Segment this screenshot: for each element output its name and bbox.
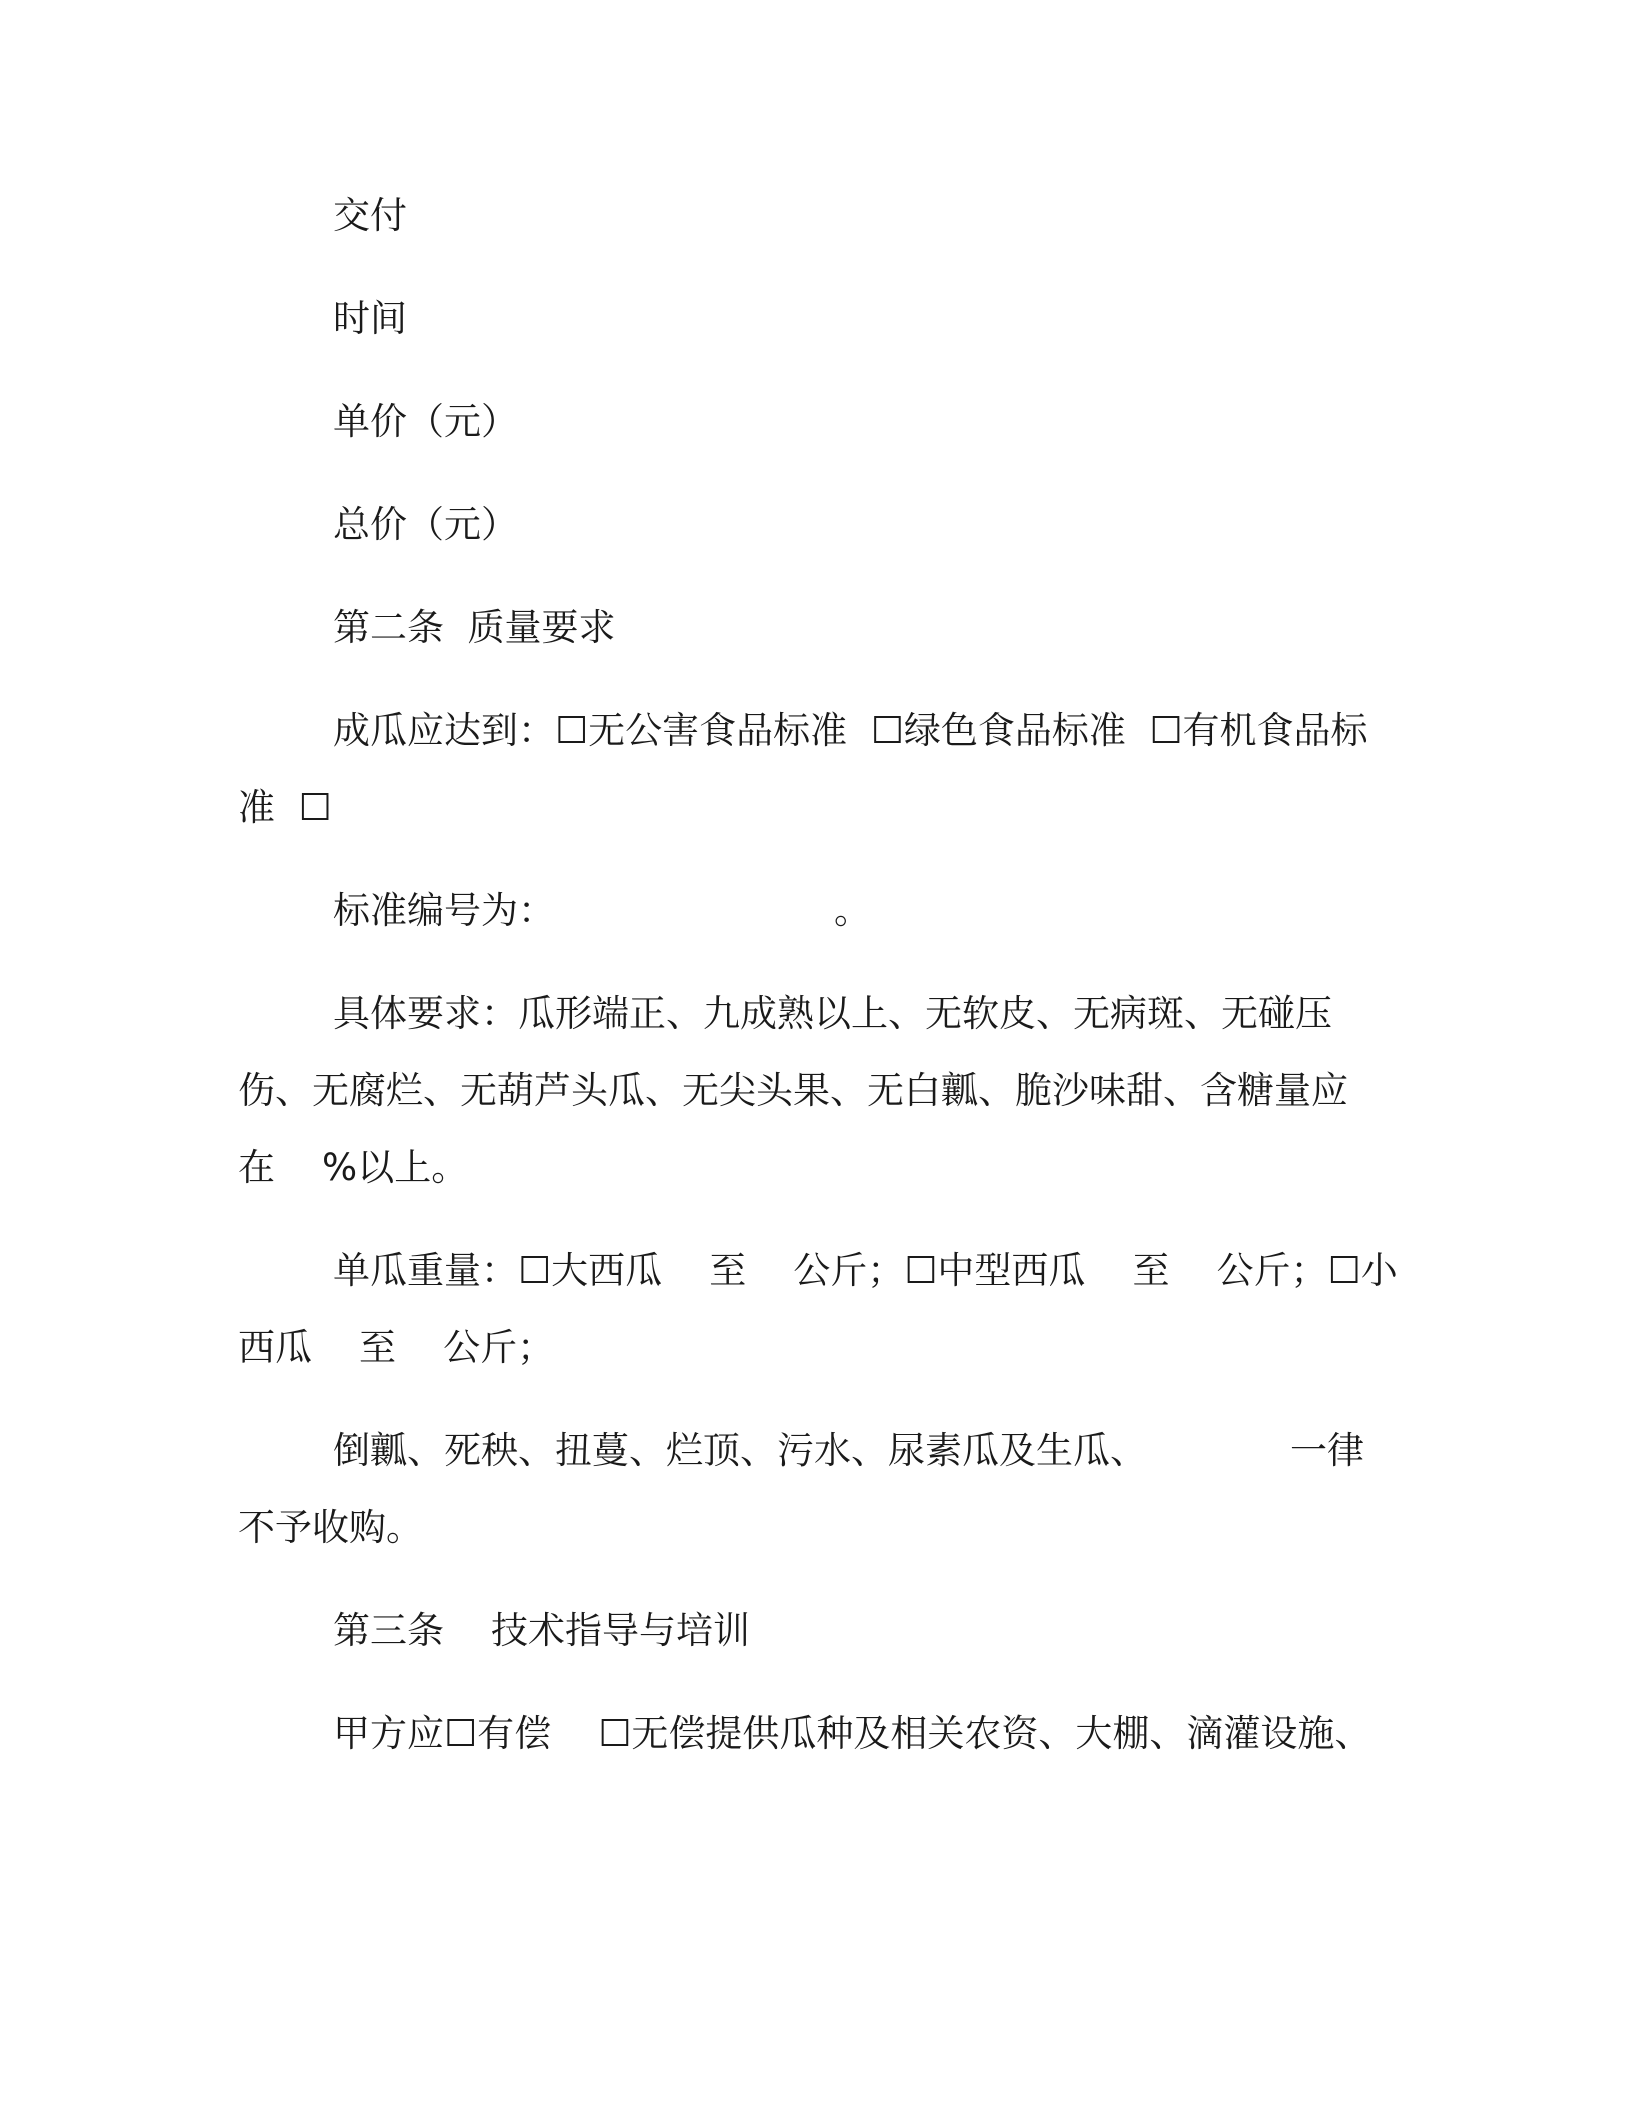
- standard-number-period: 。: [834, 889, 871, 932]
- article-3-heading: 第三条 技术指导与培训: [333, 1609, 751, 1652]
- rejection-line-1: 倒瓤、死秧、扭蔓、烂顶、污水、尿素瓜及生瓜、: [333, 1429, 1147, 1472]
- label-unit-price: 单价（元）: [333, 400, 518, 443]
- melon-weight-line-1: 单瓜重量：☐大西瓜 至 公斤；☐中型西瓜 至 公斤；☐小: [333, 1249, 1398, 1292]
- specific-requirements-line-1: 具体要求：瓜形端正、九成熟以上、无软皮、无病斑、无碰压: [333, 992, 1332, 1035]
- label-delivery: 交付: [333, 194, 407, 237]
- quality-standard-line-1: 成瓜应达到：☐无公害食品标准 ☐绿色食品标准 ☐有机食品标: [333, 709, 1368, 752]
- technical-guidance-line-1: 甲方应☐有偿 ☐无偿提供瓜种及相关农资、大棚、滴灌设施、: [333, 1712, 1372, 1755]
- label-time: 时间: [333, 297, 407, 340]
- rejection-line-1-end: 一律: [1290, 1429, 1364, 1472]
- standard-number-label: 标准编号为：: [333, 889, 555, 932]
- specific-requirements-line-3: 在 %以上。: [238, 1146, 469, 1189]
- rejection-line-2: 不予收购。: [238, 1506, 423, 1549]
- melon-weight-line-2: 西瓜 至 公斤；: [238, 1326, 555, 1369]
- article-2-heading: 第二条 质量要求: [333, 606, 616, 649]
- label-total-price: 总价（元）: [333, 503, 518, 546]
- quality-standard-line-2: 准 ☐: [238, 786, 332, 829]
- specific-requirements-line-2: 伤、无腐烂、无葫芦头瓜、无尖头果、无白瓤、脆沙味甜、含糖量应: [238, 1069, 1348, 1112]
